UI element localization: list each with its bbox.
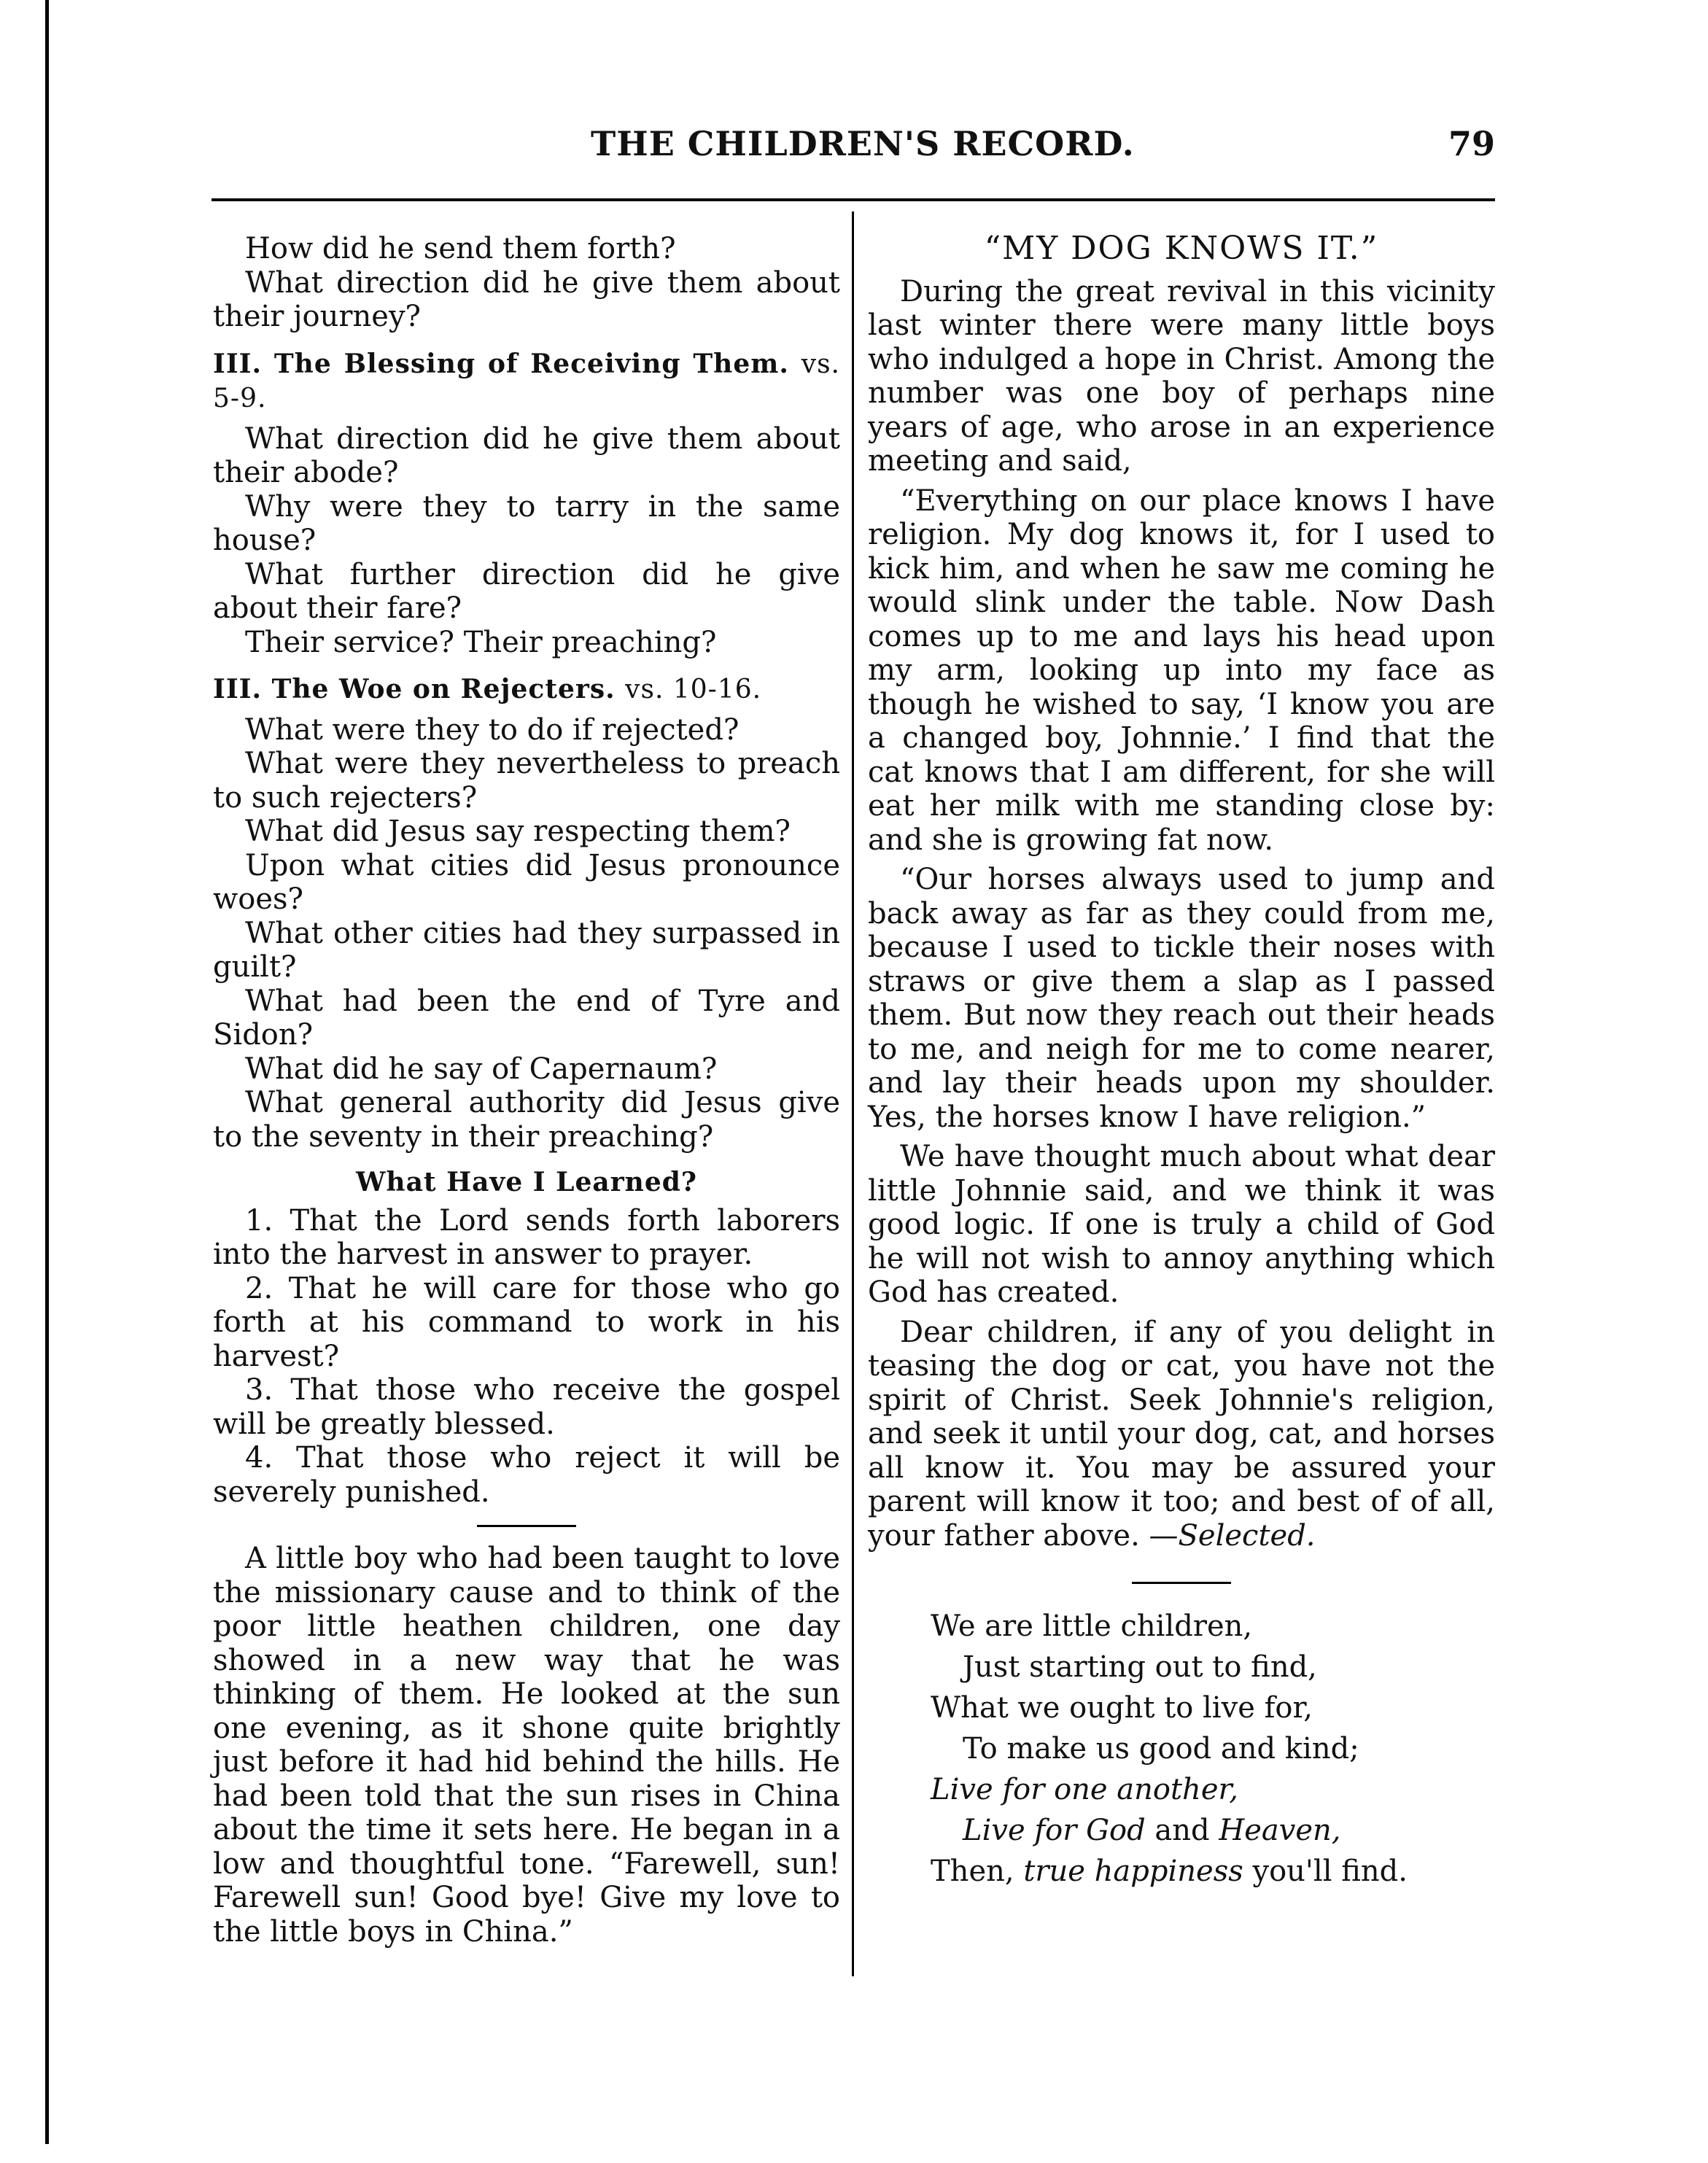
section-verses: vs. 5-9.	[213, 349, 840, 413]
poem-line	[931, 1810, 1495, 1851]
running-title: THE CHILDREN'S RECORD.	[591, 124, 1135, 163]
story-paragraph: “Our horses always used to jump and back away as far as they could from me, because I used to tickle their noses with straws or give them a slap as I passed them. But now they reach out their heads to me, and neigh for me to come nearer, and lay their heads upon my shoulder. Yes, the horses know I have religion.”	[868, 863, 1495, 1134]
column-divider	[852, 211, 854, 1976]
section-verses: vs. 10-16.	[625, 675, 762, 704]
poem	[868, 1606, 1495, 1892]
separator-rule	[477, 1525, 576, 1527]
separator-rule	[1132, 1582, 1231, 1584]
left-column	[213, 232, 840, 1949]
closing-text: Dear children, if any of you delight in teasing the dog or cat, you have not the spirit of Christ. Seek Johnnie's religion, and seek it until your dog, cat, and horses all know it. You may be assured your parent will know it too; and best of of all, your father above.	[868, 1315, 1495, 1553]
question: What were they to do if rejected?	[245, 712, 740, 747]
question: What direction did he give them about their journey?	[213, 265, 840, 333]
source-credit: —Selected.	[1149, 1518, 1316, 1553]
question: What general authority did Jesus give to the seventy in their preaching?	[213, 1086, 840, 1154]
question: What were they nevertheless to preach to such rejecters?	[213, 747, 840, 815]
learned-heading: What Have I Learned?	[355, 1167, 697, 1197]
question: What other cities had they surpassed in guilt?	[213, 916, 840, 984]
question: What did he say of Capernaum?	[245, 1052, 718, 1086]
story-title: “MY DOG KNOWS IT.”	[984, 230, 1379, 267]
section-heading-blessing	[213, 347, 840, 416]
poem-line-text: Live for one another,	[931, 1773, 1238, 1806]
poem-emphasis: true happiness	[1023, 1855, 1243, 1888]
poem-text: and	[1145, 1814, 1219, 1847]
question: What had been the end of Tyre and Sidon?	[213, 984, 840, 1052]
section-heading-woe	[213, 672, 840, 707]
poem-line	[931, 1851, 1495, 1892]
question: What direction did he give them about their abode?	[213, 422, 840, 489]
poem-text: you'll find.	[1243, 1855, 1408, 1888]
poem-emphasis: Heaven,	[1219, 1814, 1341, 1847]
section-title: III. The Woe on Rejecters.	[213, 674, 616, 704]
question: Why were they to tarry in the same house?	[213, 489, 840, 557]
page-header	[211, 124, 1495, 190]
question: How did he send them forth?	[245, 232, 676, 265]
poem-emphasis: Live for God	[963, 1814, 1146, 1847]
question: What further direction did he give about their fare?	[213, 557, 840, 625]
learned-item: 2. That he will care for those who go forth at his command to work in his harvest?	[213, 1271, 840, 1373]
poem-line: Just starting out to find,	[963, 1650, 1317, 1684]
poem-line: We are little children,	[931, 1609, 1253, 1643]
learned-item: 1. That the Lord sends forth laborers into the harvest in answer to prayer.	[213, 1203, 840, 1271]
poem-line: To make us good and kind;	[963, 1732, 1359, 1766]
learned-item: 4. That those who reject it will be severely punished.	[213, 1441, 840, 1509]
story-paragraph: “Everything on our place knows I have religion. My dog knows it, for I used to kick him, and when he saw me coming he would slink under the table. Now Dash comes up to me and lays his head upon my arm, looking up into my face as though he wished to say, ‘I know you are a changed boy, Johnnie.’ I find that the cat knows that I am different, for she will eat her milk with me standing close by: and she is growing fat now.	[868, 484, 1495, 857]
story-closing-paragraph	[868, 1316, 1495, 1553]
page-number: 79	[1448, 124, 1495, 163]
poem-line	[931, 1769, 1495, 1810]
story-paragraph: During the great revival in this vicinity last winter there were many little boys who indulged a hope in Christ. Among the number was one boy of perhaps nine years of age, who arose in an experience meeting and said,	[868, 274, 1495, 478]
poem-line: What we ought to live for,	[931, 1691, 1313, 1725]
section-title: III. The Blessing of Receiving Them.	[213, 348, 789, 379]
learned-item: 3. That those who receive the gospel will be greatly blessed.	[213, 1373, 840, 1441]
question: What did Jesus say respecting them?	[245, 815, 791, 848]
question: Their service? Their preaching?	[245, 625, 717, 659]
poem-text: Then,	[931, 1855, 1024, 1888]
binding-edge-rule	[45, 0, 49, 2144]
header-rule	[211, 198, 1495, 201]
anecdote-paragraph: A little boy who had been taught to love the missionary cause and to think of the poor little heathen children, one day showed in a new way that he was thinking of them. He looked at the sun one evening, as it shone quite brightly just before it had hid behind the hills. He had been told that the sun rises in China about the time it sets here. He began in a low and thoughtful tone. “Farewell, sun! Farewell sun! Good bye! Give my love to the little boys in China.”	[213, 1542, 840, 1949]
story-paragraph: We have thought much about what dear little Johnnie said, and we think it was good logic. If one is truly a child of God he will not wish to annoy anything which God has created.	[868, 1140, 1495, 1309]
question: Upon what cities did Jesus pronounce woes?	[213, 848, 840, 916]
right-column	[868, 232, 1495, 1892]
